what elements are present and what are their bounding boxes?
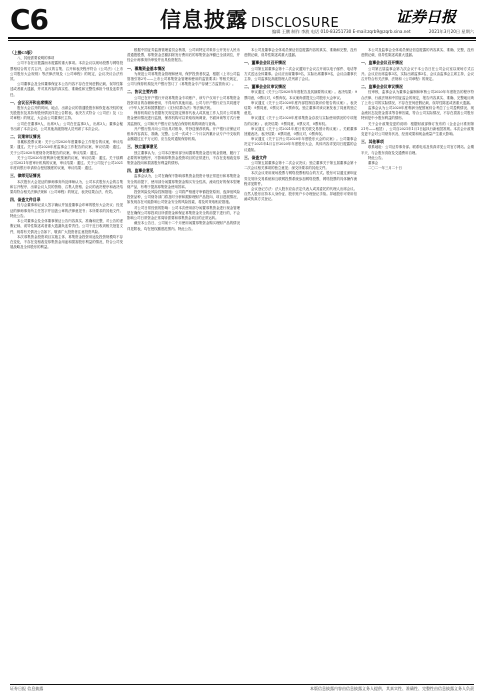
masthead-rule-thin — [8, 40, 476, 41]
section-heading: 二、监事会会议审议情况 — [361, 84, 403, 90]
body-paragraph: 本公司董事会及全体董事保证公告内容真实、准确和完整，对公告的虚假记载、误导性陈述或者重大遗漏负连带责任。公司于近日收到相关批复文件，现将有关情况公告如下，敬请广大投资者注意投资风险。 — [10, 219, 123, 234]
body-paragraph: 根据中国证券监督管理委员会核准，公司向特定对象非公开发行人民币普通股股票，募集资金总额扣除发行费用后的募集资金净额已全部到位，并经会计师事务所审验并出具验资报告。 — [127, 48, 240, 63]
body-paragraph: 董事会 — [368, 161, 379, 166]
editor-line: 编辑 王鹏 制作 李波 电话 010-83251730 E-mail:zqrb9@zqrb.sina.net — [272, 29, 411, 34]
text-column-1 — [10, 48, 123, 678]
footer-right-text: 本版信息披露内容由信息披露义务人提供，其真实性、准确性、完整性由信息披露义务人负责 — [310, 686, 474, 691]
section-heading: 二、协议主要内容 — [127, 89, 158, 95]
body-paragraph: 审议通过《关于公司2020年度募集资金存放与实际使用情况的专项报告的议案》。表决结果：9票同意，0票反对，0票弃权。 — [244, 116, 357, 126]
footer-rule — [10, 684, 474, 685]
body-paragraph: 关于会计政策变更的说明：根据财政部修订发布的《企业会计准则第21号——租赁》，公司自2021年1月1日起执行新租赁准则。本次会计政策变更不会对公司财务状况、经营成果和现金流量产生重大影响。 — [361, 121, 474, 137]
issue-date: 2021年3月20日 星期六 — [428, 29, 474, 34]
body-paragraph: 公司在任董事9人，出席9人；公司在任监事3人，出席3人；董事会秘书出席了本次会议，公司其他高级管理人员列席了本次会议。 — [10, 121, 123, 131]
section-heading: 一、募集资金基本情况 — [127, 65, 165, 71]
footer-left-text: 证券日报 信息披露 — [10, 686, 44, 691]
body-paragraph: 经审核，监事会认为董事会编制和审核公司2020年年度报告的程序符合法律、行政法规和中国证监会的规定，报告内容真实、准确、完整地反映了上市公司的实际情况，不存在任何虚假记载、误导性陈述或者重大遗漏。 — [361, 90, 474, 105]
page-code: C6 — [10, 3, 49, 36]
body-paragraph: 公司已在开户银行开设募集资金专项账户，该专户仅用于公司募集资金投资项目的存储和使用，不得用作其他用途。公司与开户银行应当共同遵守《中华人民共和国票据法》《支付结算办法》等法律法规。 — [127, 95, 240, 111]
section-heading: 二、议案审议情况 — [10, 134, 41, 140]
masthead — [0, 0, 484, 42]
body-paragraph: 为规范公司募集资金管理和使用，保护投资者权益，根据《上市公司监管指引第2号——上市公司募集资金管理和使用的监管要求》等相关规定，公司与保荐机构及开户银行签订了《募集资金专户存储三方监管协议》。 — [127, 71, 240, 87]
body-paragraph: 公司董事会及全体董事保证本公告内容不存在任何虚假记载、误导性陈述或者重大遗漏，并对其内容的真实性、准确性和完整性承担个别及连带责任。 — [10, 82, 123, 97]
body-paragraph: 审议通过《关于召开公司2020年年度股东大会的议案》。公司董事会决定于2021年4月召开2020年年度股东大会，具体内容详见同日披露的会议通知。 — [244, 137, 357, 152]
body-paragraph: 监事会认为公司2020年度利润分配预案综合考虑了公司盈利情况、现金流状态及资金需求等各种因素，符合公司实际情况，不存在损害公司股东特别是中小股东利益的情形。 — [361, 106, 474, 121]
body-paragraph: 本公司及董事会全体成员保证信息披露内容的真实、准确和完整，没有虚假记载、误导性陈述或重大遗漏。 — [244, 48, 357, 58]
body-paragraph: 股东大会召开的时间、地点、出席会议的普通股股东和恢复表决权的优先股股东及其持有股份情况详见公告附表。表决方式符合《公司法》及《公司章程》的规定，大会由公司董事长主持。 — [10, 106, 123, 121]
text-column-3 — [244, 48, 357, 678]
body-paragraph: 联系地址：公司证券事务部。联系电话及传真详见公司官方网站。会期半天，与会股东食宿及交通费用自理。 — [361, 145, 474, 155]
body-paragraph: 开户银行按月向公司出具对账单，并抄送保荐机构。开户银行应保证对账单内容真实、准确、完整。公司一次或十二个月以内累计从专户中支取的金额超过五千万元的，应当及时通知保荐机构。 — [127, 126, 240, 142]
body-paragraph: 保荐机构应当依据有关规定指定保荐代表人或其他工作人员对公司募集资金使用情况进行监督，保荐机构可以采取现场调查、书面问询等方式行使其监督权，公司和开户银行应当配合保荐机构的调查与查询。 — [127, 111, 240, 126]
body-paragraph: 经与会董事和记录人签字确认并加盖董事会印章的股东大会决议；经见证的律师事务所主任签字并加盖公章的法律意见书；本所要求的其他文件。特此公告。 — [10, 203, 123, 218]
body-paragraph: 投资风险及风险控制措施：公司将严格遵守审慎投资原则，选择低风险投资品种，公司财务部门将及时分析和跟踪理财产品投向、项目进展情况，如发现存在可能影响公司资金安全的风险因素，将及时采取相应措施。 — [127, 190, 240, 205]
body-paragraph: 公司不存在应披露而未披露的重大事项。本次会议以现场投票与网络投票相结合的方式召开，会议的召集、召开和表决程序符合《公司法》《上市公司股东大会规则》等法律法规及《公司章程》的规定，会议决议合法有效。 — [10, 61, 123, 82]
body-paragraph: 特此公告。 — [368, 155, 385, 160]
section-heading: （上接C5版） — [10, 50, 35, 55]
section-heading: 四、备查文件目录 — [10, 197, 41, 203]
section-heading: 三、独立董事意见 — [127, 144, 158, 150]
section-heading: 一、会议召开和出席情况 — [10, 99, 52, 105]
body-paragraph: 公司第五届董事会第十二次会议通知于会议召开前以电子邮件、电话等方式送达全体董事。会议应出席董事9名，实际出席董事9名，会议由董事长主持，公司监事及高级管理人员列席了会议。 — [244, 66, 357, 82]
section-heading: 三、其他事项 — [361, 139, 384, 145]
body-paragraph: 公司第五届董事会第十二次会议决议；独立董事关于第五届董事会第十二次会议相关事项的独立意见；深交所要求的其他文件。 — [244, 161, 357, 171]
body-paragraph: 独立董事认为，公司本次使用部分闲置募集资金进行现金管理，履行了必要的审批程序，不影响募集资金投资项目的正常进行，不存在变相改变募集资金投向和损害股东利益的情形。 — [127, 150, 240, 166]
text-column-4 — [361, 48, 474, 678]
section-heading: 四、监事会意见 — [127, 168, 154, 174]
section-heading: 三、律师见证情况 — [10, 173, 41, 179]
section-subtitle: DISCLOSURE — [251, 16, 340, 31]
body-paragraph: 本公司及监事会全体成员保证信息披露的内容真实、准确、完整，没有虚假记载、误导性陈述或重大遗漏。 — [361, 48, 474, 58]
body-paragraph: 本次会议采用现场投票与网络投票相结合的方式。股东可以通过深圳证券交易所交易系统和互联网投票系统参加网络投票，网络投票的具体操作流程详见附件。 — [244, 171, 357, 186]
body-paragraph: 审议通过《关于公司2020年年度报告及其摘要的议案》。表决结果：9票同意，0票反对，0票弃权。本议案尚需提交公司股东大会审议。 — [244, 90, 357, 100]
newspaper-logo: 证券日报 — [396, 8, 457, 26]
masthead-rule — [8, 37, 476, 39]
body-paragraph: 对公司日常经营的影响：公司本次使用部分闲置募集资金进行现金管理是在确保公司募投项目所需资金和保证募集资金安全的前提下进行的，不会影响公司日常资金正常周转需要和募集资金项目的正常运转。 — [127, 205, 240, 221]
body-paragraph: 二〇二一年三月二十日 — [368, 166, 402, 171]
section-heading: 二、董事会会议审议情况 — [244, 84, 286, 90]
section-heading: 一、董事会会议召开情况 — [244, 60, 286, 66]
body-paragraph: 本次募集资金投资项目实施主体、募集资金投资用途及投资规模均不存在变化，不存在变相改变募集资金用途和损害股东利益的情况，符合公司发展战略及全体股东的利益。 — [10, 234, 123, 250]
body-paragraph: 审议通过《关于公司2021年度日常关联交易预计的议案》。关联董事回避表决。表决结果：6票同意，0票反对，0票弃权。 — [244, 126, 357, 137]
section-heading: 一、监事会会议召开情况 — [361, 60, 403, 66]
page-footer — [10, 684, 474, 694]
body-paragraph: 非累积投票议案：关于公司2020年度董事会工作报告的议案，审议结果：通过。关于公司2020年度监事会工作报告的议案，审议结果：通过。关于公司2020年度财务决算报告的议案，审议结果：通过。 — [10, 140, 123, 155]
text-column-2 — [127, 48, 240, 678]
body-paragraph: 关于公司2020年度利润分配预案的议案，审议结果：通过。关于续聘公司2021年度审计机构的议案，审议结果：通过。关于公司及子公司2021年度向银行申请综合授信额度的议案，审议结果：通过。 — [10, 155, 123, 171]
body-paragraph: 本次股东大会见证的律师事务所及律师认为，公司本次股东大会的召集和召开程序、出席会议人员的资格、召集人资格、会议的表决程序和表决结果均符合相关法律法规和《公司章程》的规定，表决结果合法、有效。 — [10, 179, 123, 195]
body-paragraph: 公司第五届监事会第九次会议于本公告日在公司会议室以现场方式召开。会议应出席监事3名，实际出席监事3名，会议由监事会主席主持，会议召开符合有关法律、法规和《公司章程》的规定。 — [361, 66, 474, 82]
section-heading: 三、备查文件 — [244, 154, 267, 160]
body-paragraph: 审议通过《关于公司2020年度内部控制自我评价报告的议案》。表决结果：9票同意，0票反对，0票弃权。独立董事对该议案发表了同意的独立意见。 — [244, 100, 357, 116]
body-paragraph: 会议登记方法：法人股东应由法定代表人或其委托的代理人出席会议。自然人股东应持本人身份证、股东账户卡办理登记手续。异地股东可采用信函或传真方式登记。 — [244, 187, 357, 202]
body-paragraph: 八、其他需要说明的事项 — [17, 56, 55, 61]
body-paragraph: 监事会认为，公司在确保不影响募集资金投资计划正常进行和募集资金安全的前提下，使用部分闲置募集资金购买安全性高、流动性好的保本型理财产品，有利于提高募集资金使用效率。 — [127, 174, 240, 189]
article-columns — [10, 48, 474, 678]
body-paragraph: 截至本公告日，公司前十二个月使用闲置募集资金购买理财产品的情况详见附表，均在授权额度范围内。特此公告。 — [127, 221, 240, 231]
section-title-text: 信息披露 — [160, 8, 248, 32]
